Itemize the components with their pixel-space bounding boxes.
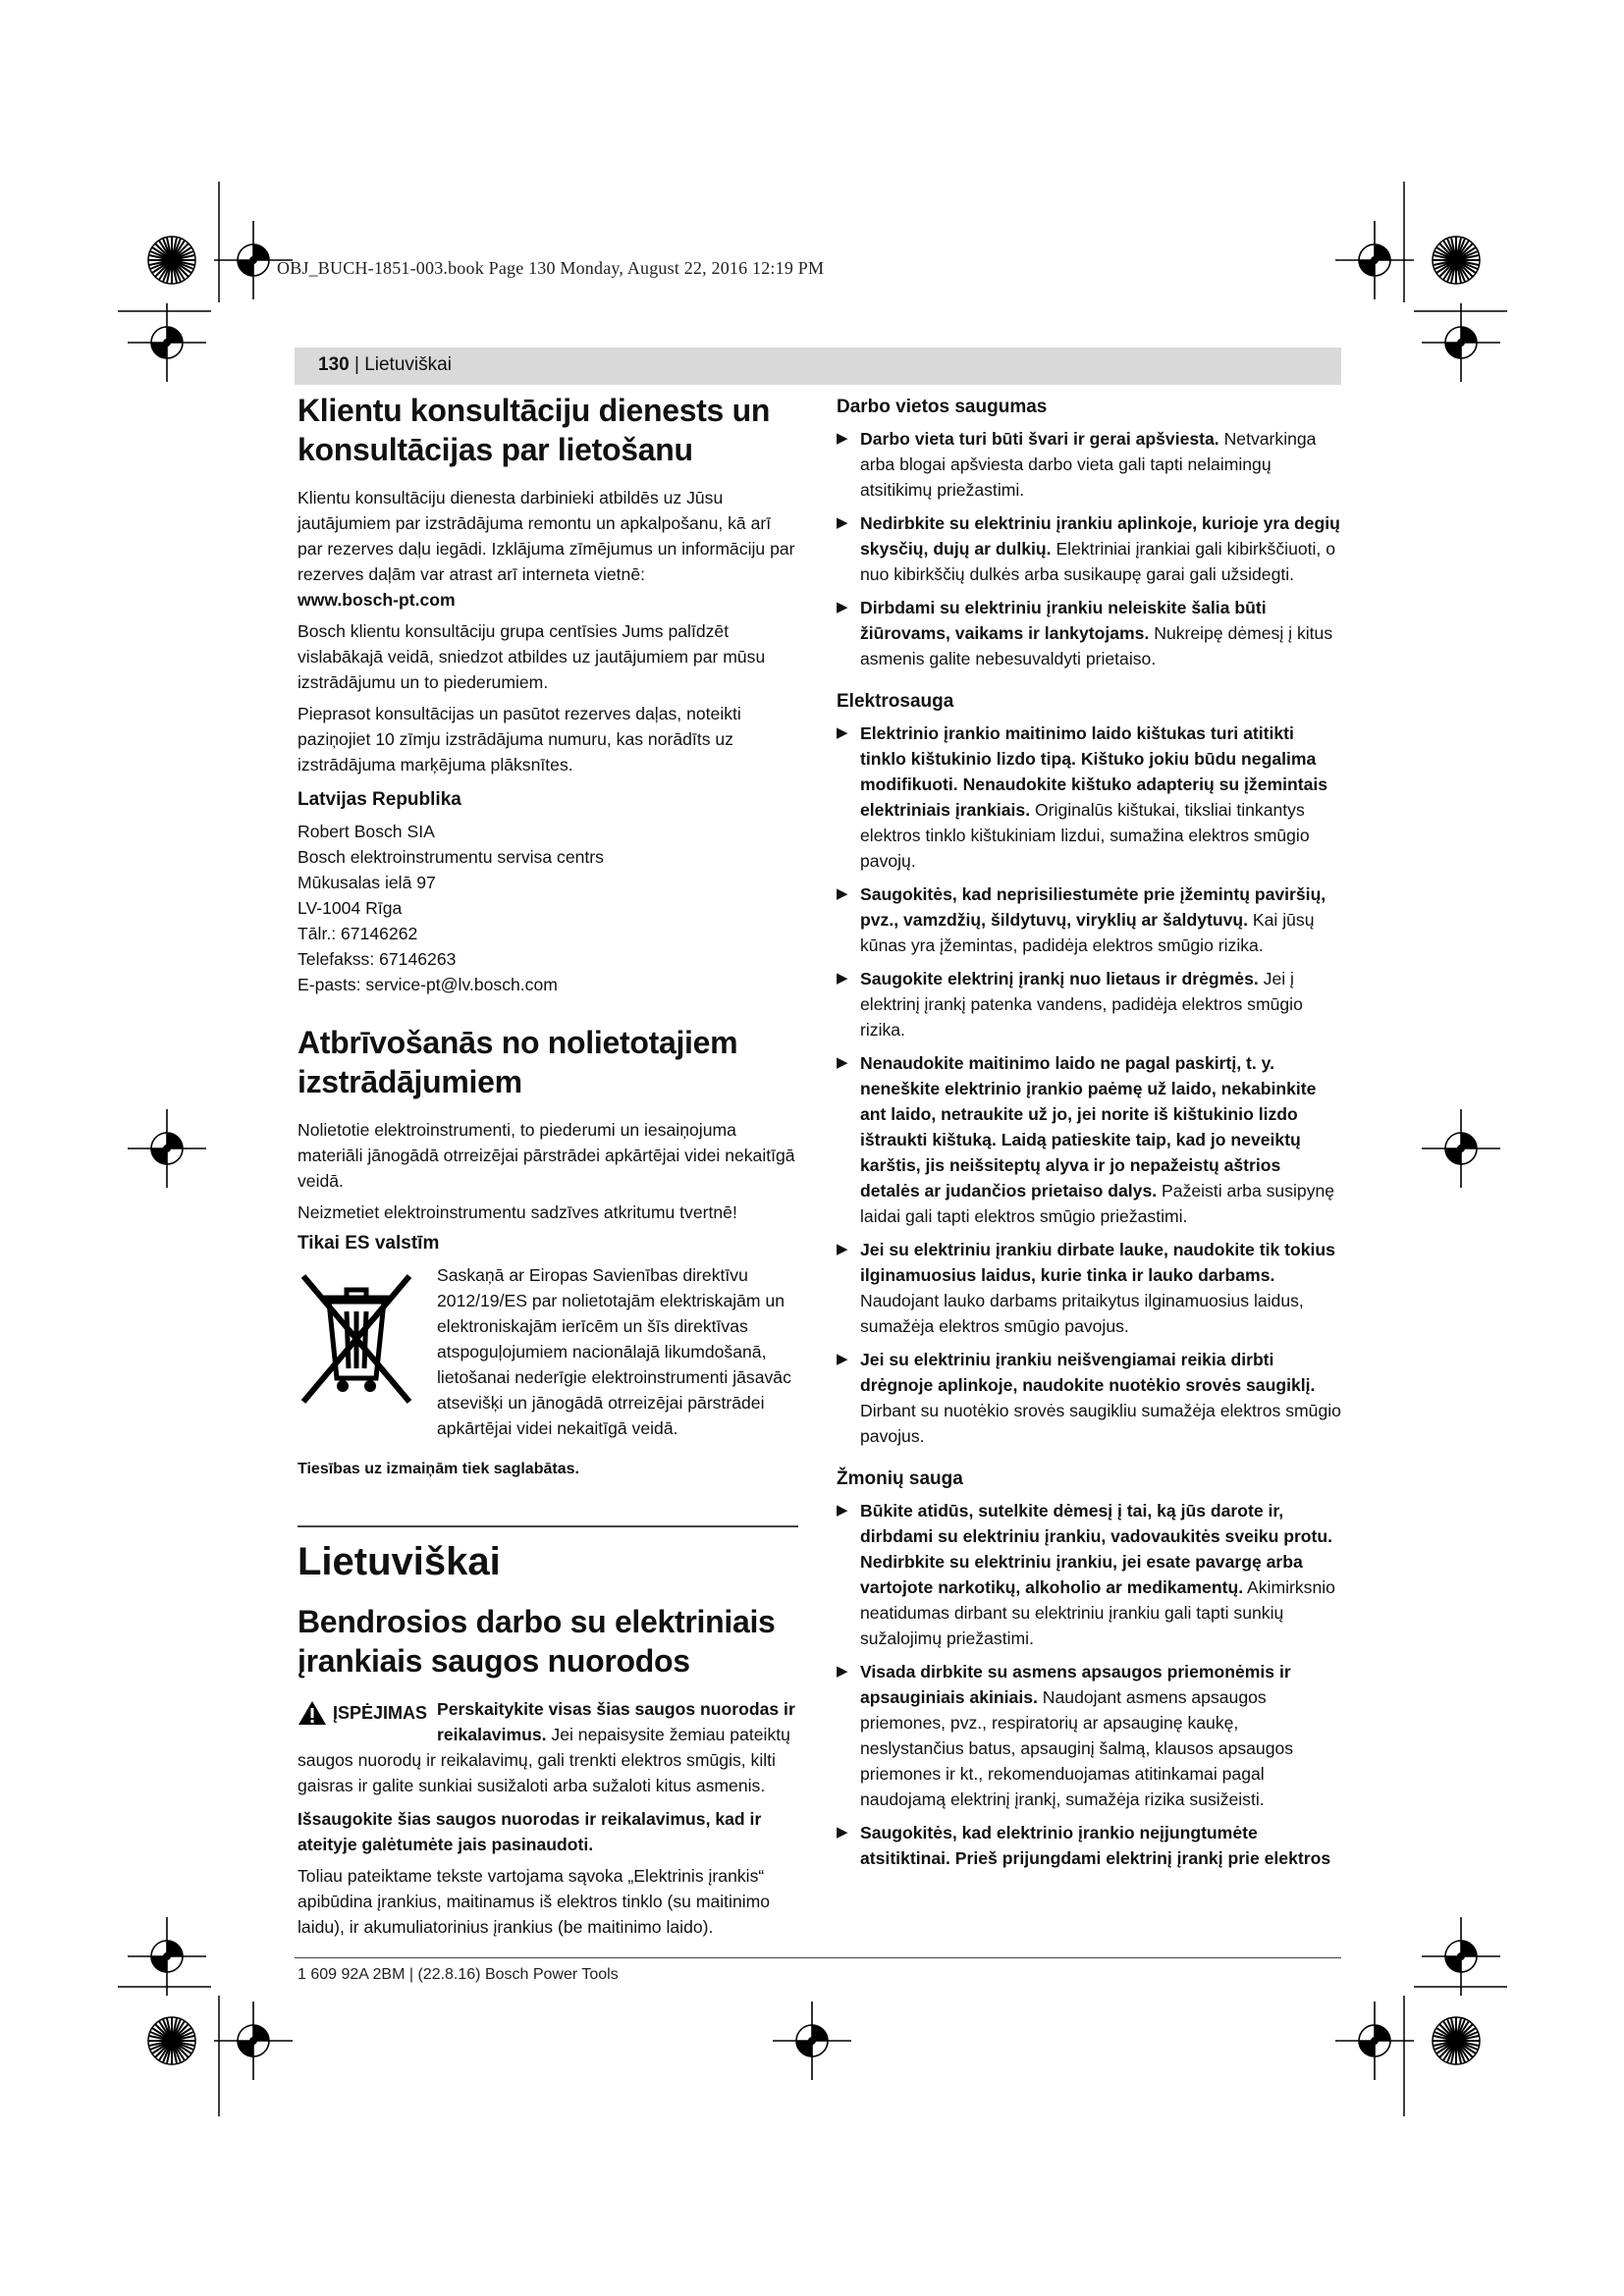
weee-text: Saskaņā ar Eiropas Savienības direktīvu 2012/19/ES par nolietotajām elektriskajām un elektroniskajām ierīcēm un šīs direktīvas atspoguļojumiem nacionālajā likumdošanā, lietošanai nederīgie elektroinstrumenti jāsavāc atsevišķi un jānogādā otrreizējai pārstrādei apkārtējai videi nekaitīgā veidā. <box>437 1265 791 1438</box>
warning-badge <box>298 1700 427 1726</box>
eu-only-heading: Tikai ES valstīm <box>298 1233 440 1254</box>
fax-line: Telefakss: 67146263 <box>298 949 457 969</box>
right-column <box>837 395 1341 1879</box>
disposal-title: Atbrīvošanās no nolietotajiem izstrādājumiem <box>298 1025 738 1099</box>
list-item: ▶ Saugokitės, kad elektrinio įrankio neįjungtumėte atsitiktinai. Prieš prijungdami elektrinį įrankį prie elektros <box>837 1820 1341 1871</box>
bullet-triangle-icon: ▶ <box>837 1663 848 1680</box>
list-item: ▶ Nenaudokite maitinimo laido ne pagal paskirtį, t. y. neneškite elektrinio įrankio paėmę už laido, nekabinkite ant laido, netraukite už jo, jei norite iš kištukinio lizdo ištraukti kištuką. Laidą patieskite taip, kad jo neveiktų karštis, jis neišsiteptų alyva ir jo nepažeistų aštrios detalės ar judančios prietaiso dalys. Pažeisti arba susipynę laidai gali tapti elektros smūgio priežastimi. <box>837 1050 1341 1229</box>
personal-safety-heading: Žmonių sauga <box>837 1468 963 1489</box>
crossed-bin-icon <box>298 1262 415 1410</box>
print-info-line: OBJ_BUCH-1851-003.book Page 130 Monday, August 22, 2016 12:19 PM <box>277 258 825 278</box>
bullet-triangle-icon: ▶ <box>837 885 848 902</box>
bullet-triangle-icon: ▶ <box>837 1824 848 1841</box>
warning-label: ĮSPĖJIMAS <box>333 1703 428 1723</box>
disposal-p1: Nolietotie elektroinstrumenti, to piederumi un iesaiņojuma materiāli jānogādā otrreizējai pārstrādei apkārtējai videi nekaitīgā veidā. <box>298 1120 795 1191</box>
address-line: LV-1004 Rīga <box>298 898 403 918</box>
rights-notice: Tiesības uz izmaiņām tiek saglabātas. <box>298 1461 579 1477</box>
keep-instructions: Išsaugokite šias saugos nuorodas ir reikalavimus, kad ir ateityje galėtumėte jais pasinaudoti. <box>298 1809 762 1854</box>
list-item: ▶ Jei su elektriniu įrankiu neišvengiamai reikia dirbti drėgnoje aplinkoje, naudokite nuotėkio srovės saugiklį. Dirbant su nuotėkio srovės saugikliu sumažėja elektros smūgio pavojus. <box>837 1347 1341 1449</box>
phone-line: Tālr.: 67146262 <box>298 924 418 943</box>
page-header: 130 | Lietuviškai <box>318 354 452 375</box>
customer-service-p3: Pieprasot konsultācijas un pasūtot rezerves daļas, noteikti paziņojiet 10 zīmju izstrādājuma numuru, kas norādīts uz izstrādājuma marķējuma plāksnītes. <box>298 704 741 774</box>
term-definition: Toliau pateiktame tekste vartojama sąvoka „Elektrinis įrankis“ apibūdina įrankius, maitinamus iš elektros tinklo (su maitinimo laidu), ir akumuliatorinius įrankius (be maitinimo laido). <box>298 1866 771 1937</box>
list-item: ▶ Elektrinio įrankio maitinimo laido kištukas turi atitikti tinklo kištukinio lizdo tipą. Kištuko jokiu būdu negalima modifikuoti. Nenaudokite kištuko adapterių su įžemintais elektriniais įrankiais. Originalūs kištukai, tiksliai tinkantys elektros tinklo kištukiniam lizdui, sumažina elektros smūgio pavojų. <box>837 721 1341 874</box>
list-item: ▶ Saugokite elektrinį įrankį nuo lietaus ir drėgmės. Jei į elektrinį įrankį patenka vandens, padidėja elektros smūgio rizika. <box>837 966 1341 1042</box>
warning-paragraph: ĮSPĖJIMAS Perskaitykite visas šias saugos nuorodas ir reikalavimus. Jei nepaisysite žemiau pateiktų saugos nuorodų ir reikalavimų, gali trenkti elektros smūgis, kilti gaisras ir galite sunkiai susižaloti arba sužaloti kitus asmenis. <box>298 1699 795 1795</box>
list-item: ▶ Darbo vieta turi būti švari ir gerai apšviesta. Netvarkinga arba blogai apšviesta darbo vieta gali tapti nelaimingų atsitikimų priežastimi. <box>837 426 1341 503</box>
customer-service-p1: Klientu konsultāciju dienesta darbinieki atbildēs uz Jūsu jautājumiem par izstrādājuma remontu un apkalpošanu, kā arī par rezerves daļu iegādi. Izklājuma zīmējumus un informāciju par rezerves daļām var atrast arī interneta vietnē: <box>298 488 795 584</box>
address-line: Mūkusalas ielā 97 <box>298 873 436 892</box>
bullet-triangle-icon: ▶ <box>837 1502 848 1519</box>
country-heading: Latvijas Republika <box>298 789 461 810</box>
page-number: 130 <box>318 354 350 375</box>
bullet-triangle-icon: ▶ <box>837 1241 848 1257</box>
list-item: ▶ Jei su elektriniu įrankiu dirbate lauke, naudokite tik tokius ilginamuosius laidus, kurie tinka ir lauko darbams. Naudojant lauko darbams pritaikytus ilginamuosius laidus, sumažėja elektros smūgio pavojus. <box>837 1237 1341 1339</box>
address-block <box>298 819 798 997</box>
weee-block <box>298 1262 798 1441</box>
email-line: E-pasts: service-pt@lv.bosch.com <box>298 975 558 994</box>
bullet-triangle-icon: ▶ <box>837 599 848 615</box>
list-item: ▶ Būkite atidūs, sutelkite dėmesį į tai, ką jūs darote ir, dirbdami su elektriniu įrankiu, vadovaukitės sveiku protu. Nedirbkite su elektriniu įrankiu, jei esate pavargę arba vartojote narkotikų, alkoholio ar medikamentų. Akimirksnio neatidumas dirbant su elektriniu įrankiu gali tapti sunkių sužalojimų priežastimi. <box>837 1498 1341 1651</box>
bullet-triangle-icon: ▶ <box>837 430 848 447</box>
page-footer: 1 609 92A 2BM | (22.8.16) Bosch Power Tools <box>298 1966 619 1983</box>
list-item: ▶ Nedirbkite su elektriniu įrankiu aplinkoje, kurioje yra degių skysčių, dujų ar dulkių. Elektriniai įrankiai gali kibirkščiuoti, o nuo kibirkščių dulkės arba susikaupę garai gali užsidegti. <box>837 510 1341 587</box>
address-line: Robert Bosch SIA <box>298 822 435 841</box>
list-item: ▶ Saugokitės, kad neprisiliestumėte prie įžemintų paviršių, pvz., vamzdžių, šildytuvų, viryklių ar šaldytuvų. Kai jūsų kūnas yra įžemintas, padidėja elektros smūgio rizika. <box>837 881 1341 958</box>
disposal-p2: Neizmetiet elektroinstrumentu sadzīves atkritumu tvertnē! <box>298 1202 737 1222</box>
warning-triangle-icon <box>298 1700 327 1726</box>
left-column <box>298 391 798 1946</box>
bullet-triangle-icon: ▶ <box>837 1351 848 1367</box>
bullet-triangle-icon: ▶ <box>837 970 848 987</box>
bullet-triangle-icon: ▶ <box>837 514 848 531</box>
customer-service-p2: Bosch klientu konsultāciju grupa centīsies Jums palīdzēt vislabākajā veidā, sniedzot atbildes uz jautājumiem par mūsu izstrādājumu un to piederumiem. <box>298 621 766 692</box>
language-title: Lietuviškai <box>298 1540 501 1583</box>
list-item: ▶ Dirbdami su elektriniu įrankiu neleiskite šalia būti žiūrovams, vaikams ir lankytojams. Nukreipę dėmesį į kitus asmenis galite nebesuvaldyti prietaiso. <box>837 595 1341 671</box>
work-area-heading: Darbo vietos saugumas <box>837 397 1048 417</box>
electrical-heading: Elektrosauga <box>837 691 954 712</box>
section-divider <box>298 1525 798 1527</box>
footer-rule <box>295 1957 1341 1958</box>
bullet-triangle-icon: ▶ <box>837 724 848 741</box>
bosch-url-link[interactable]: www.bosch-pt.com <box>298 590 456 610</box>
customer-service-title: Klientu konsultāciju dienests un konsultācijas par lietošanu <box>298 393 771 467</box>
safety-title: Bendrosios darbo su elektriniais įrankiais saugos nuorodos <box>298 1604 776 1679</box>
bullet-triangle-icon: ▶ <box>837 1054 848 1071</box>
header-section: Lietuviškai <box>364 354 452 375</box>
list-item: ▶ Visada dirbkite su asmens apsaugos priemonėmis ir apsauginiais akiniais. Naudojant asmens apsaugos priemones, pvz., respiratorių ar apsauginę kaukę, neslystančius batus, apsauginį šalmą, klausos apsaugos priemones ir kt., rekomenduojamas atitinkamai pagal naudojamą elektrinį įrankį, sumažėja rizika susižeisti. <box>837 1659 1341 1812</box>
address-line: Bosch elektroinstrumentu servisa centrs <box>298 847 604 867</box>
